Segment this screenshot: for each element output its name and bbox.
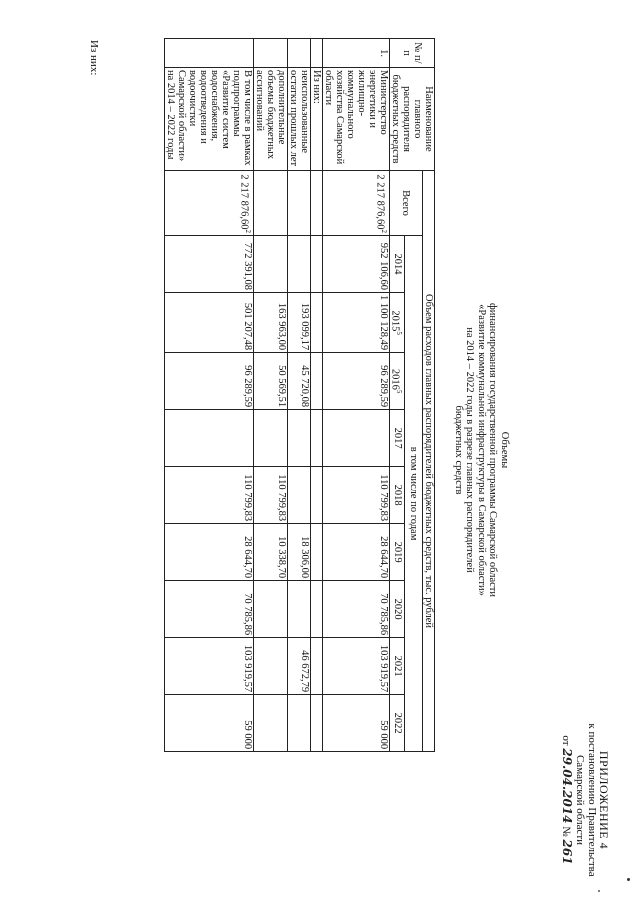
row-year-value: 1 100 128,49 [323,293,390,353]
heading-line-5: бюджетных средств [453,405,464,495]
row-number [311,39,323,68]
appendix-title: ПРИЛОЖЕНИЕ 4 [597,750,611,850]
row-year-value: 103 919,57 [165,638,254,695]
row-year-value: 28 644,70 [323,524,390,581]
row-year-value: 952 106,60 [323,236,390,293]
header-year: 2022 [390,695,406,752]
row-year-value: 772 391,08 [165,236,254,293]
row-year-value [288,410,311,467]
scan-speck [598,890,600,892]
row-total [311,171,323,236]
row-year-value: 45 720,08 [288,353,311,410]
header-expense-volume: Объем расходов главных распорядителей бюджетных средств, тыс. рублей [423,171,435,752]
table-row [165,39,254,752]
row-year-value [311,410,323,467]
row-name: Из них: [311,68,323,171]
header-year: 2017 [390,410,406,467]
row-year-value: 163 963,00 [254,293,288,353]
row-year-value [254,581,288,638]
row-year-value: 110 799,83 [254,467,288,524]
row-total: 2 217 876,60$^2$ [323,171,390,236]
header-year: 2016$^5$ [390,353,406,410]
appendix-line-1: к постановлению Правительства [586,723,598,877]
row-year-value: 70 785,86 [323,581,390,638]
heading-line-2: финансирования государственной программы Самарской области [487,302,499,597]
budget-table [164,38,435,752]
row-total [288,171,311,236]
row-year-value [311,695,323,752]
row-year-value [254,236,288,293]
heading-line-3: «Развитие коммунальной инфраструктуры в Самарской области» [476,304,487,596]
header-year: 2019 [390,524,406,581]
row-year-value: 96 289,59 [165,353,254,410]
row-year-value [254,695,288,752]
table-row [288,39,311,752]
row-year-value: 46 672,79 [288,638,311,695]
row-number [288,39,311,68]
row-year-value: 110 799,83 [165,467,254,524]
row-year-value [288,581,311,638]
handwritten-number: 261 [560,839,574,865]
row-year-value: 70 785,86 [165,581,254,638]
row-number [165,39,254,68]
row-year-value [323,410,390,467]
row-year-value: 10 338,70 [254,524,288,581]
header-total: Всего [390,171,423,236]
row-year-value: 96 289,59 [323,353,390,410]
row-total [254,171,288,236]
heading-line-4: на 2014 – 2022 годы в разрезе главных распорядителей [464,327,476,573]
header-by-year: в том числе по годам [405,236,423,752]
appendix-dateline: от 29.04.2014 № 261 [560,735,574,865]
table-row [323,39,390,752]
appendix-line-2: Самарской области [574,754,586,846]
heading-line-1: Объемы [499,431,510,469]
row-year-value [311,236,323,293]
row-year-value [288,695,311,752]
row-number [254,39,288,68]
appendix-header [560,720,610,880]
handwritten-date: 29.04.2014 [560,748,574,824]
row-year-value: 501 207,48 [165,293,254,353]
row-year-value [254,638,288,695]
row-year-value [311,293,323,353]
row-year-value: 59 000 [323,695,390,752]
row-year-value [311,524,323,581]
table-row [254,39,288,752]
row-year-value: 103 919,57 [323,638,390,695]
row-total: 2 217 876,60$^2$ [165,171,254,236]
row-year-value [311,467,323,524]
header-year: 2018 [390,467,406,524]
row-year-value [165,410,254,467]
header-year: 2021 [390,638,406,695]
row-year-value [288,467,311,524]
row-year-value: 28 644,70 [165,524,254,581]
row-year-value: 193 099,17 [288,293,311,353]
footer-note: Из них: [88,40,100,76]
header-year: 2020 [390,581,406,638]
header-year: 2015$^5$ [390,293,406,353]
row-name: В том числе в рамках подпрограммы «Развитие систем водоснабжения, водоотведения и водоочистки Самарской области» на 2014 – 2022 годы [165,68,254,171]
row-year-value [311,638,323,695]
header-distributor-name: Наименование главного распорядителя бюджетных средств [390,68,435,171]
row-name: неиспользованные остатки прошлых лет [288,68,311,171]
row-year-value [254,410,288,467]
header-year: 2014 [390,236,406,293]
row-year-value [288,236,311,293]
row-year-value: 59 000 [165,695,254,752]
row-number: 1. [323,39,390,68]
table-row [311,39,323,752]
scan-speck [627,878,630,881]
row-name: дополнительные объемы бюджетных ассигнований [254,68,288,171]
row-year-value: 110 799,83 [323,467,390,524]
row-year-value: 50 569,51 [254,353,288,410]
header-row-number: № п/п [390,39,435,68]
row-year-value: 18 306,00 [288,524,311,581]
document-heading [453,210,511,690]
row-year-value [311,581,323,638]
row-year-value [311,353,323,410]
row-name: Министерство энергетики и жилищно-коммунального хозяйства Самарской области [323,68,390,171]
